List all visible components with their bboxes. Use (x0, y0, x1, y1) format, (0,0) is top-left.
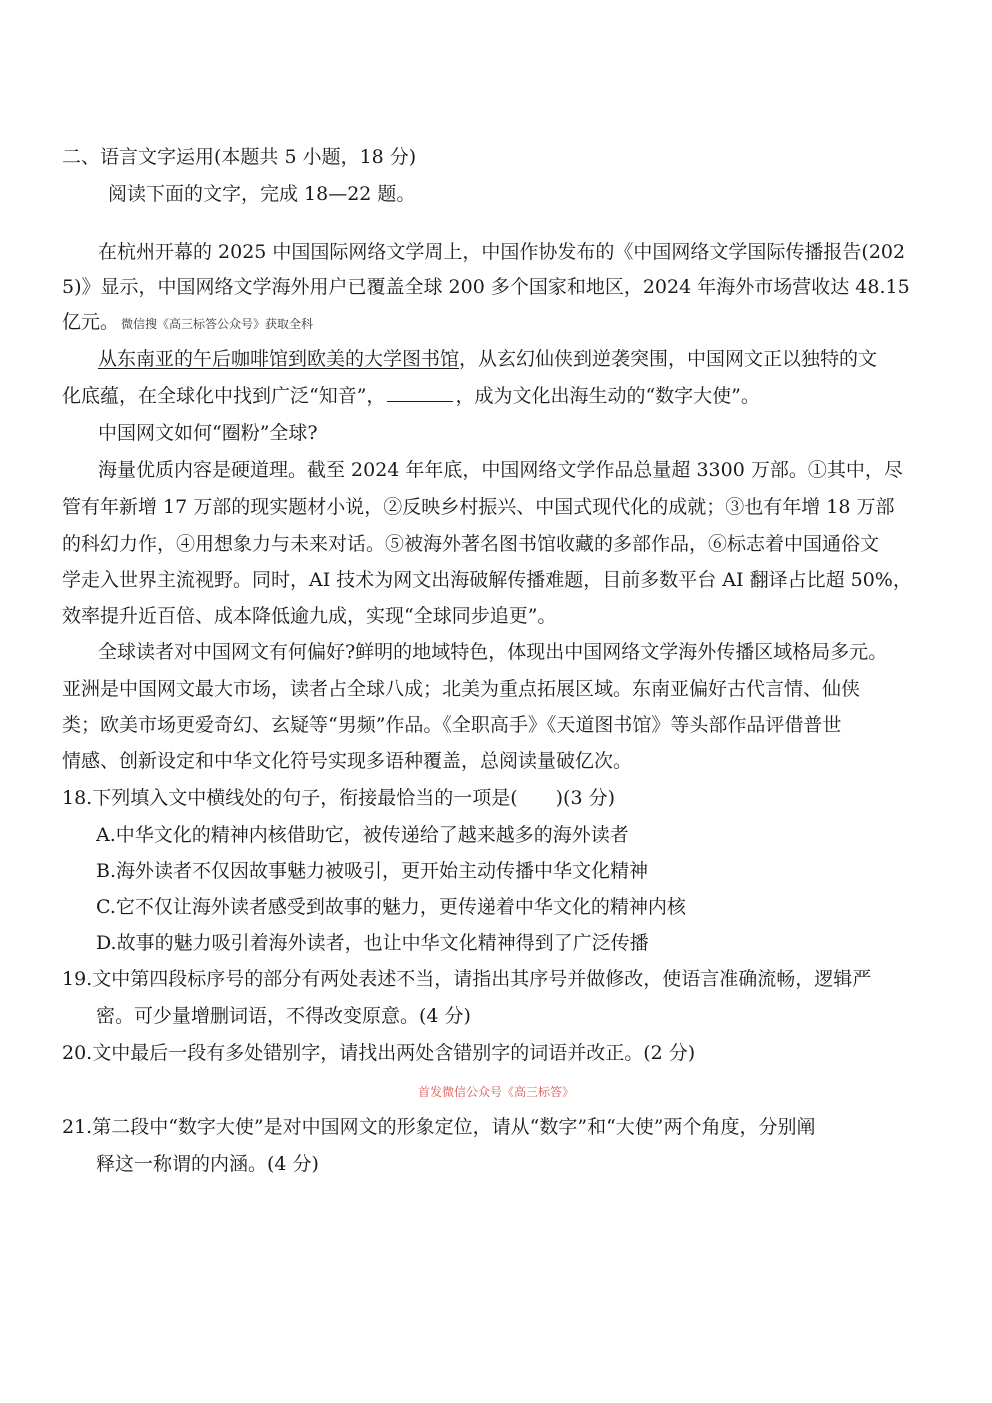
question-19-line1: 19.文中第四段标序号的部分有两处表述不当，请指出其序号并做修改，使语言准确流畅，逻辑严 (62, 968, 872, 990)
passage-p5-line2: 亚洲是中国网文最大市场，读者占全球八成；北美为重点拓展区域。东南亚偏好古代言情、仙侠 (62, 678, 861, 700)
question-18-option-b: B.海外读者不仅因故事魅力被吸引，更开始主动传播中华文化精神 (96, 860, 649, 882)
passage-p5-line4: 情感、创新设定和中华文化符号实现多语种覆盖，总阅读量破亿次。 (62, 750, 633, 772)
question-18-option-c: C.它不仅让海外读者感受到故事的魅力，更传递着中华文化的精神内核 (96, 896, 686, 918)
passage-p2-line2 (62, 382, 932, 410)
passage-p2-line2-before: 化底蕴，在全球化中找到广泛“知音”， (62, 385, 386, 407)
passage-p2-line2-after: ，成为文化出海生动的“数字大使”。 (455, 385, 760, 407)
question-19-line2: 密。可少量增删词语，不得改变原意。(4 分) (96, 1005, 471, 1027)
passage-p1-line3-text: 亿元。 (62, 311, 120, 333)
passage-p4-line1: 海量优质内容是硬道理。截至 2024 年年底，中国网络文学作品总量超 3300 万部。①其中，尽 (98, 459, 903, 481)
underlined-phrase: 从东南亚的午后咖啡馆到欧美的大学图书馆 (98, 348, 460, 370)
passage-p2-line1 (98, 345, 932, 373)
question-20: 20.文中最后一段有多处错别字，请找出两处含错别字的词语并改正。(2 分) (62, 1042, 696, 1064)
section-instruction: 阅读下面的文字，完成 18—22 题。 (108, 183, 416, 205)
passage-p1-line2: 5)》显示，中国网络文学海外用户已覆盖全球 200 多个国家和地区，2024 年海外市场营收达 48.15 (62, 276, 910, 298)
question-18-stem: 18.下列填入文中横线处的句子，衔接最恰当的一项是( )(3 分) (62, 787, 615, 809)
question-21-line2: 释这一称谓的内涵。(4 分) (96, 1153, 319, 1175)
passage-p4-line4: 学走入世界主流视野。同时，AI 技术为网文出海破解传播难题，目前多数平台 AI 翻译占比超 50%， (62, 569, 912, 591)
question-18-option-a: A.中华文化的精神内核借助它，被传递给了越来越多的海外读者 (96, 824, 629, 846)
fill-blank (387, 383, 453, 402)
watermark-red: 首发微信公众号《高三标答》 (417, 1085, 574, 1099)
passage-p5-line1: 全球读者对中国网文有何偏好?鲜明的地域特色，体现出中国网络文学海外传播区域格局多元。 (98, 641, 888, 663)
passage-p2-line1-rest: ，从玄幻仙侠到逆袭突围，中国网文正以独特的文 (459, 348, 878, 370)
passage-p4-line2: 管有年新增 17 万部的现实题材小说，②反映乡村振兴、中国式现代化的成就；③也有年增 18 万部 (62, 496, 895, 518)
section-title: 二、语言文字运用(本题共 5 小题，18 分) (62, 146, 417, 168)
question-21-line1: 21.第二段中“数字大使”是对中国网文的形象定位，请从“数字”和“大使”两个角度，分别阐 (62, 1116, 816, 1138)
passage-p4-line5: 效率提升近百倍、成本降低逾九成，实现“全球同步追更”。 (62, 605, 557, 627)
question-18-option-d: D.故事的魅力吸引着海外读者，也让中华文化精神得到了广泛传播 (96, 932, 649, 954)
passage-p5-line3: 类；欧美市场更爱奇幻、玄疑等“男频”作品。《全职高手》《天道图书馆》等头部作品评借普世 (62, 714, 842, 736)
passage-p1-line1: 在杭州开幕的 2025 中国国际网络文学周上，中国作协发布的《中国网络文学国际传播报告(202 (98, 241, 906, 263)
passage-p4-line3: 的科幻力作，④用想象力与未来对话。⑤被海外著名图书馆收藏的多部作品，⑥标志着中国通俗文 (62, 533, 880, 555)
passage-p1-line3 (62, 308, 932, 338)
watermark-inline: 微信搜《高三标答公众号》获取全科 (121, 317, 314, 331)
passage-p3: 中国网文如何“圈粉”全球? (98, 422, 318, 444)
